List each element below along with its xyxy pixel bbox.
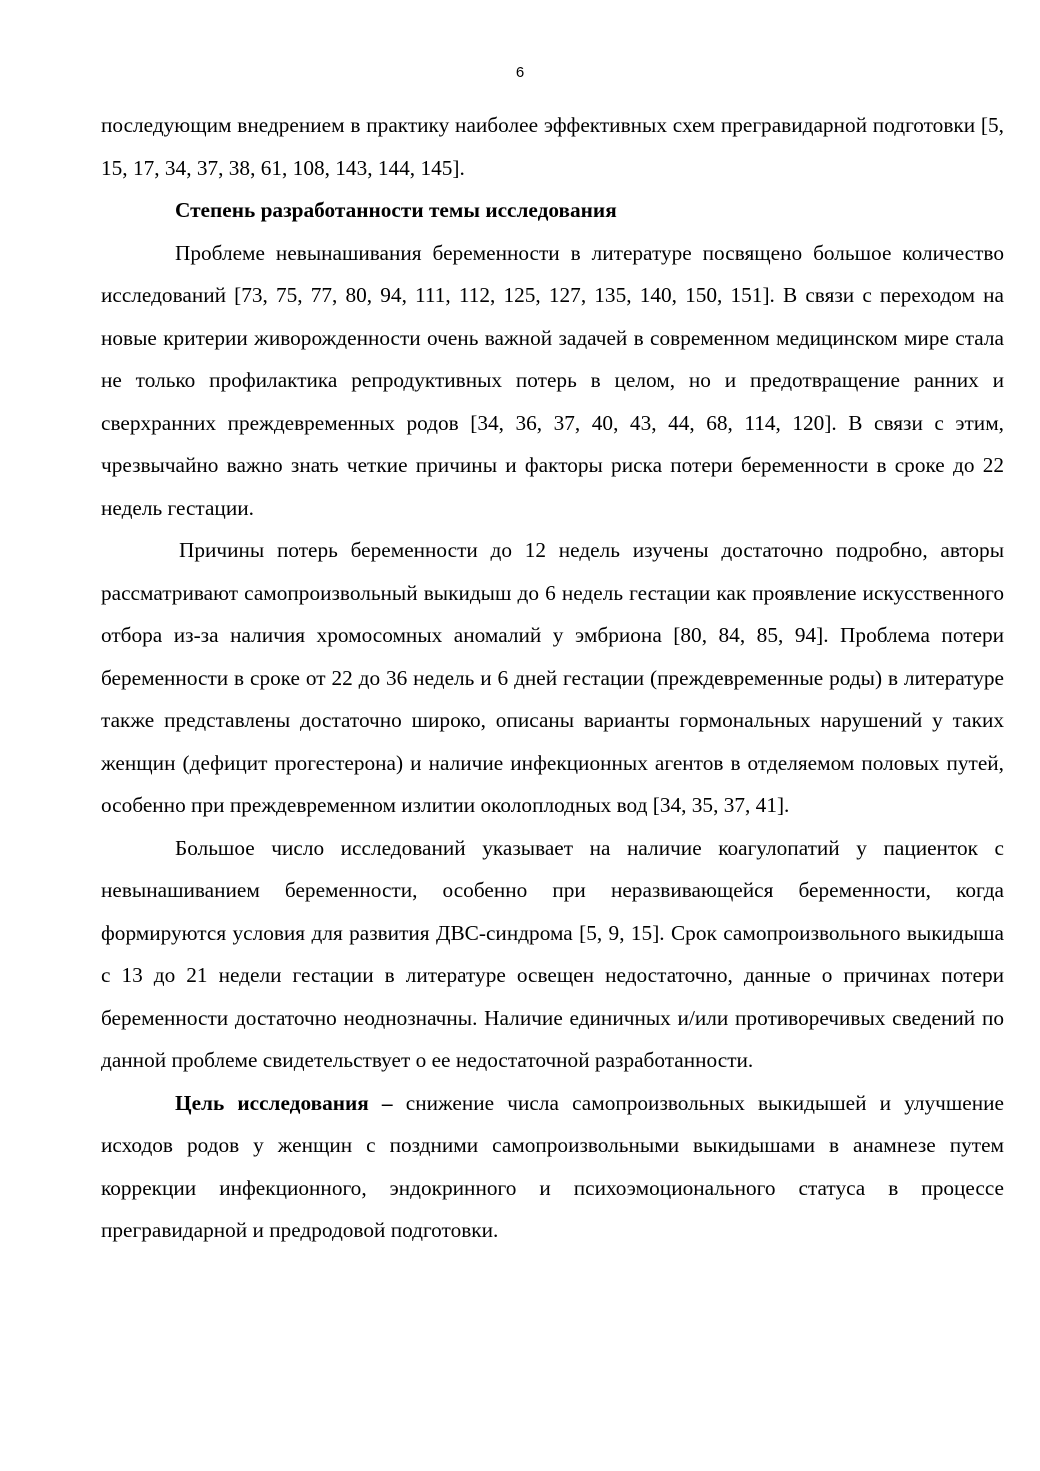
page-number: 6 xyxy=(515,64,525,81)
paragraph-continuation: последующим внедрением в практику наиболее эффективных схем прегравидарной подготовки [5, 15, 17, 34, 37, 38, 61, 108, 143, 144, 145]. xyxy=(101,113,1004,180)
paragraph-research-background: Проблеме невынашивания беременности в литературе посвящено большое количество исследований [73, 75, 77, 80, 94, 111, 112, 125, 127, 135, 140, 150, 151]. В связи с переходом на новые критерии живорожденности очень важной задачей в современном медицинском мире стала не только профилактика репродуктивных потерь в целом, но и предотвращение ранних и сверхранних преждевременных родов [34, 36, 37, 40, 43, 44, 68, 114, 120]. В связи с этим, чрезвычайно важно знать четкие причины и факторы риска потери беременности в сроке до 22 недель гестации. xyxy=(101,240,1004,520)
paragraph-loss-causes: Причины потерь беременности до 12 недель изучены достаточно подробно, авторы рассматривают самопроизвольный выкидыш до 6 недель гестации как проявление искусственного отбора из-за наличия хромосомных аномалий у эмбриона [80, 84, 85, 94]. Проблема потери беременности в сроке от 22 до 36 недель и 6 дней гестации (преждевременные роды) в литературе также представлены достаточно широко, описаны варианты гормональных нарушений у таких женщин (дефицит прогестерона) и наличие инфекционных агентов в отделяемом половых путей, особенно при преждевременном излитии околоплодных вод [34, 35, 37, 41]. xyxy=(101,538,1004,817)
paragraph-research-goal xyxy=(101,1082,1004,1252)
research-goal-term: Цель исследования – xyxy=(175,1090,393,1115)
document-body xyxy=(101,104,1004,1252)
section-heading: Степень разработанности темы исследования xyxy=(175,198,617,222)
research-goal-text: снижение числа самопроизвольных выкидышей и улучшение исходов родов у женщин с поздними самопроизвольными выкидышами в анамнезе путем коррекции инфекционного, эндокринного и психоэмоционального статуса в процессе прегравидарной и предродовой подготовки. xyxy=(101,1090,1004,1242)
paragraph-coagulopathy: Большое число исследований указывает на наличие коагулопатий у пациенток с невынашиванием беременности, особенно при неразвивающейся беременности, когда формируются условия для развития ДВС-синдрома [5, 9, 15]. Срок самопроизвольного выкидыша с 13 до 21 недели гестации в литературе освещен недостаточно, данные о причинах потери беременности достаточно неоднозначны. Наличие единичных и/или противоречивых сведений по данной проблеме свидетельствует о ее недостаточной разработанности. xyxy=(101,835,1004,1072)
